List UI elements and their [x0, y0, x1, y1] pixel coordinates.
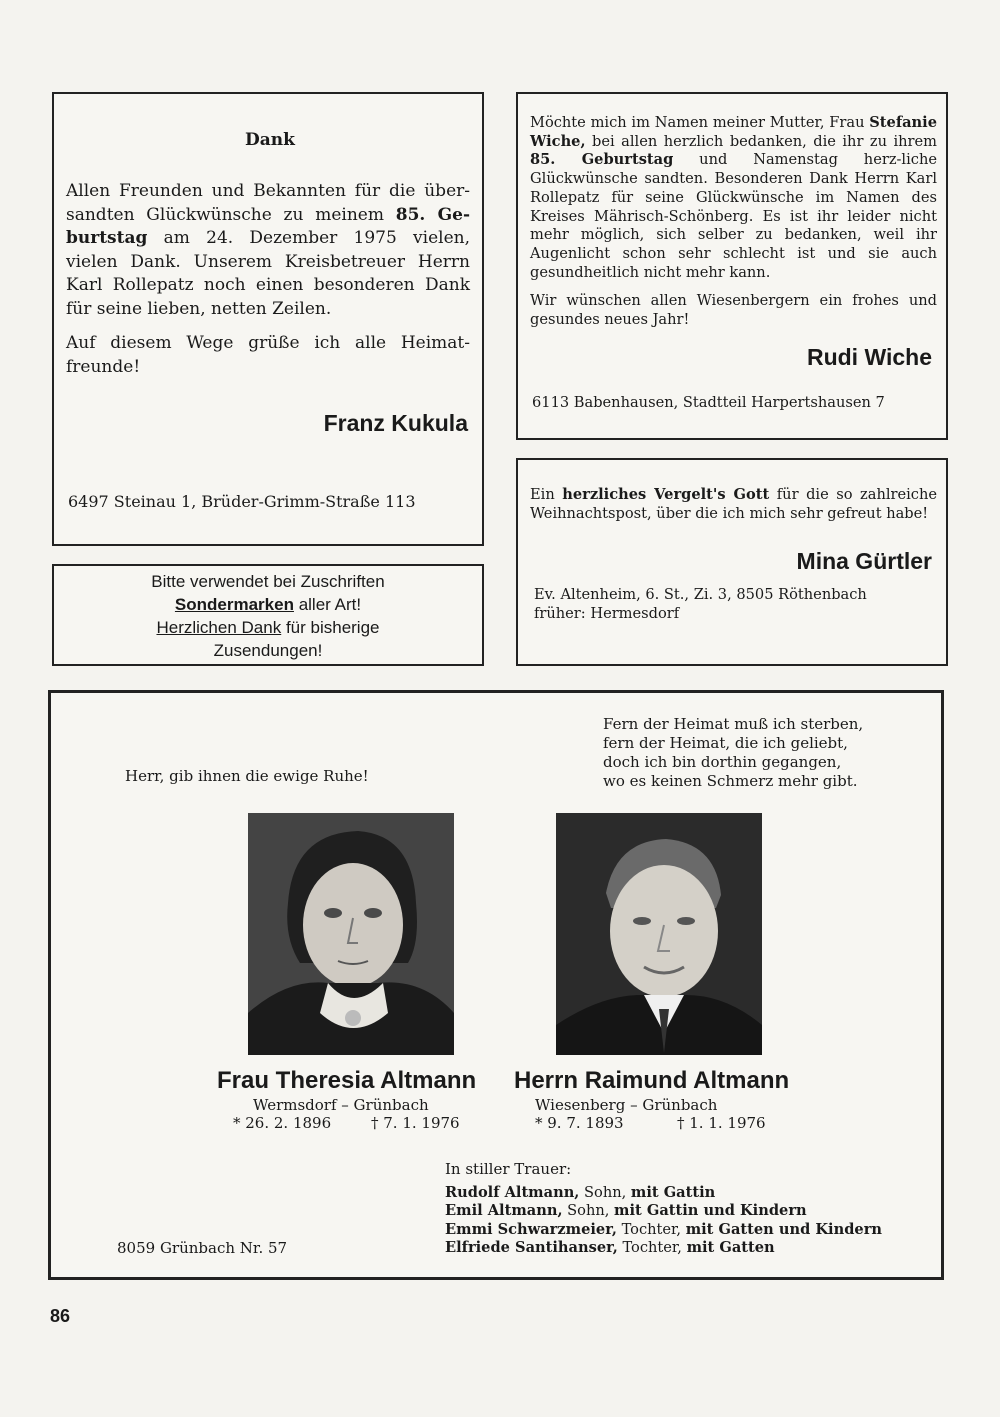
person2-died: † 1. 1. 1976: [677, 1114, 766, 1132]
dank-signature: Franz Kukula: [323, 410, 468, 436]
page-number: 86: [50, 1306, 71, 1326]
dank-address: 6497 Steinau 1, Brüder-Grimm-Straße 113: [68, 492, 416, 511]
person1-died: † 7. 1. 1976: [371, 1114, 460, 1132]
person2-name: Herrn Raimund Altmann: [514, 1067, 790, 1094]
guertler-address-2: früher: Hermesdorf: [534, 605, 680, 622]
portrait-man-image: [556, 813, 762, 1055]
list-item: Rudolf Altmann, Sohn, mit Gattin: [445, 1184, 716, 1201]
guertler-signature: Mina Gürtler: [796, 548, 932, 574]
dank-box: [52, 92, 484, 546]
notice-box: [52, 564, 484, 666]
list-item: Emmi Schwarzmeier, Tochter, mit Gatten und Kindern: [445, 1220, 883, 1238]
guertler-box: [516, 458, 948, 666]
person2-born: * 9. 7. 1893: [535, 1114, 624, 1132]
wiche-address: 6113 Babenhausen, Stadtteil Harpertshausen 7: [532, 394, 885, 411]
list-item: Emil Altmann, Sohn, mit Gattin und Kindern: [445, 1202, 807, 1220]
portrait-theresia-altmann: [248, 813, 454, 1055]
portrait-woman-image: [248, 813, 454, 1055]
wiche-paragraph-1: Möchte mich im Namen meiner Mutter, Frau Stefanie Wiche, bei allen herzlich bedanken, die ihr zu ihrem 85. Geburtstag und Namenstag herz-liche Glückwünsche sandten. Besonderen Dank Herrn Karl Rollepatz für seine Glückwünsche im Namen des Kreises Mährisch-Schönberg. Es ist ihr leider nicht mehr möglich, sich selber zu bedanken, weil ihr Augenlicht schon sehr schlecht ist und sie auch gesundheitlich nicht mehr kann.: [530, 114, 937, 281]
wiche-paragraph-2: Wir wünschen allen Wiesenbergern ein frohes und gesundes neues Jahr!: [530, 292, 937, 328]
dank-body: Allen Freunden und Bekannten für die über-sandten Glückwünsche zu meinem 85. Ge-burtstag am 24. Dezember 1975 vielen, vielen Dank. Unserem Kreisbetreuer Herrn Karl Rollepatz noch einen besonderen Dank für seine lieben, netten Zeilen.: [66, 181, 470, 319]
obituary-box: [48, 690, 944, 1280]
right-verse: Fern der Heimat muß ich sterben, fern der Heimat, die ich geliebt, doch ich bin dorthin gegangen, wo es keinen Schmerz mehr gibt.: [603, 715, 864, 790]
mourner-list: [445, 1184, 882, 1258]
guertler-address-1: Ev. Altenheim, 6. St., Zi. 3, 8505 Röthenbach: [534, 586, 867, 603]
dank-heading: Dank: [245, 130, 295, 150]
wiche-box: [516, 92, 948, 440]
notice-line-2: Sondermarken aller Art!: [174, 595, 362, 614]
wiche-signature: Rudi Wiche: [806, 344, 932, 370]
guertler-text: Ein herzliches Vergelt's Gott für die so zahlreiche Weihnachtspost, über die ich mich sehr gefreut habe!: [530, 486, 938, 522]
left-verse: Herr, gib ihnen die ewige Ruhe!: [125, 767, 369, 785]
notice-line-1: Bitte verwendet bei Zuschriften: [151, 572, 385, 591]
mourning-heading: In stiller Trauer:: [445, 1160, 572, 1178]
notice-line-4: Zusendungen!: [213, 641, 323, 660]
person1-name: Frau Theresia Altmann: [217, 1067, 477, 1094]
notice-line-3: Herzlichen Dank für bisherige: [156, 618, 380, 637]
dank-greeting: Auf diesem Wege grüße ich alle Heimat-freunde!: [66, 333, 470, 377]
person2-places: Wiesenberg – Grünbach: [535, 1096, 718, 1114]
list-item: Elfriede Santihanser, Tochter, mit Gatten: [445, 1239, 775, 1257]
person1-born: * 26. 2. 1896: [233, 1114, 332, 1132]
person1-places: Wermsdorf – Grünbach: [253, 1096, 429, 1114]
portrait-raimund-altmann: [556, 813, 762, 1055]
obituary-address: 8059 Grünbach Nr. 57: [117, 1239, 288, 1257]
